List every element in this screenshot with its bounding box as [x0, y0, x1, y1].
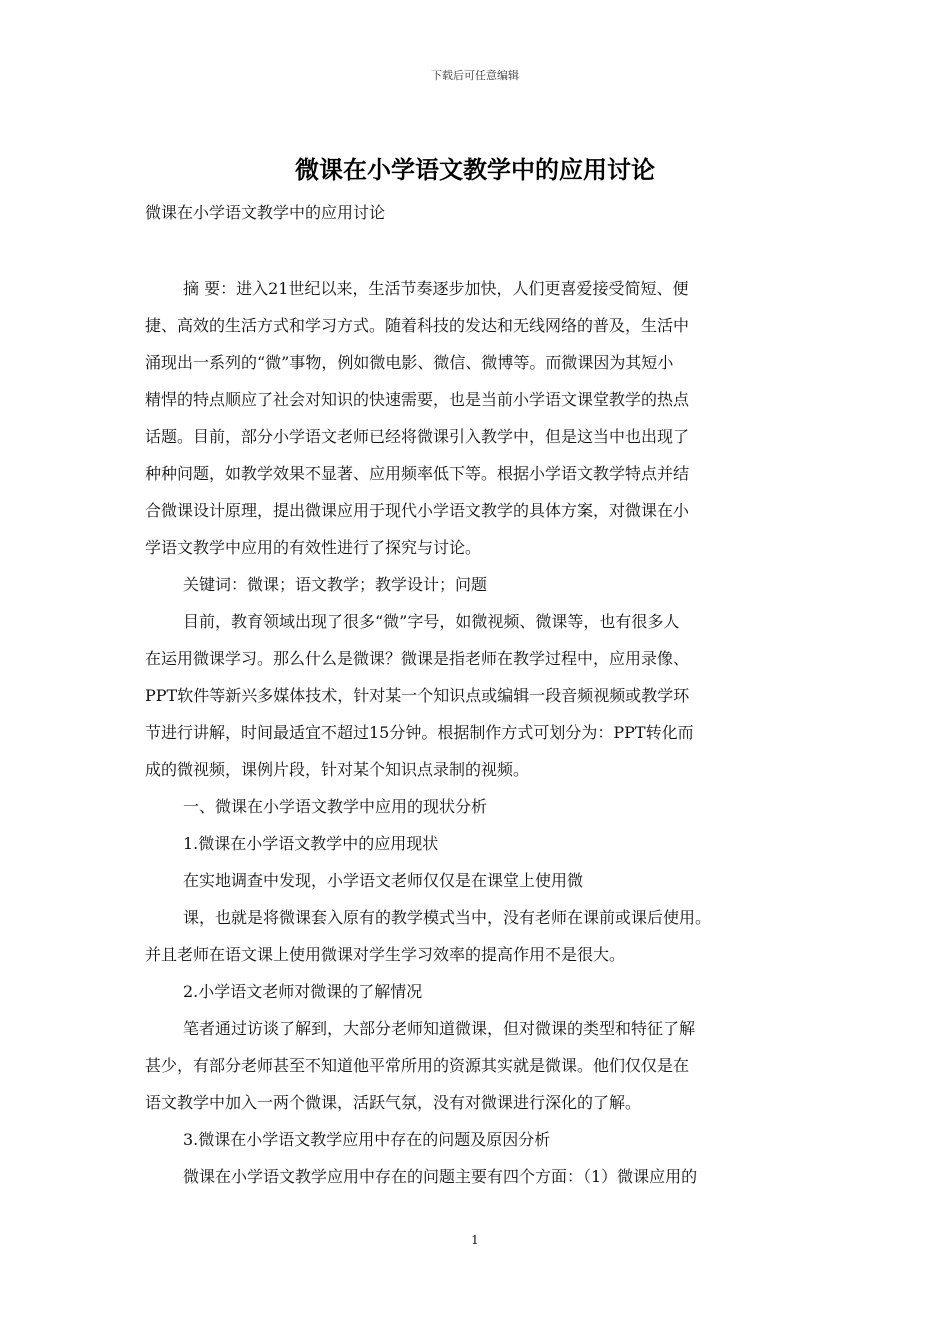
text-line: 捷、高效的生活方式和学习方式。随着科技的发达和无线网络的普及，生活中	[145, 316, 690, 335]
text-line: 节进行讲解，时间最适宜不超过15分钟。根据制作方式可划分为：PPT转化而	[145, 723, 694, 742]
text-line: 成的微视频，课例片段，针对某个知识点录制的视频。	[145, 760, 530, 779]
text-line: 1.微课在小学语文教学中的应用现状	[183, 834, 439, 853]
text-line: 合微课设计原理，提出微课应用于现代小学语文教学的具体方案，对微课在小	[145, 501, 690, 520]
text-line: 学语文教学中应用的有效性进行了探究与讨论。	[145, 538, 482, 557]
body-text	[145, 270, 807, 1195]
text-line: 摘 要：进入21世纪以来，生活节奏逐步加快，人们更喜爱接受简短、便	[183, 279, 689, 298]
text-line: 话题。目前，部分小学语文老师已经将微课引入教学中，但是这当中也出现了	[145, 427, 690, 446]
text-line: 种种问题，如教学效果不显著、应用频率低下等。根据小学语文教学特点并结	[145, 464, 690, 483]
text-line: 2.小学语文老师对微课的了解情况	[183, 982, 423, 1001]
text-line: 语文教学中加入一两个微课，活跃气氛，没有对微课进行深化的了解。	[145, 1093, 642, 1112]
header-note: 下载后可任意编辑	[431, 69, 519, 82]
text-line: 在实地调查中发现，小学语文老师仅仅是在课堂上使用微	[183, 871, 584, 890]
text-line: 笔者通过访谈了解到，大部分老师知道微课，但对微课的类型和特征了解	[183, 1019, 696, 1038]
text-line: 课，也就是将微课套入原有的教学模式当中，没有老师在课前或课后使用。	[183, 908, 712, 927]
text-line: 关键词：微课；语文教学；教学设计；问题	[183, 575, 488, 594]
text-line: PPT软件等新兴多媒体技术，针对某一个知识点或编辑一段音频视频或教学环	[145, 686, 690, 705]
text-line: 甚少，有部分老师甚至不知道他平常所用的资源其实就是微课。他们仅仅是在	[145, 1056, 690, 1075]
page-number: 1	[471, 1233, 479, 1247]
document-subtitle: 微课在小学语文教学中的应用讨论	[145, 203, 386, 222]
text-line: 3.微课在小学语文教学应用中存在的问题及原因分析	[183, 1130, 551, 1149]
text-line: 精悍的特点顺应了社会对知识的快速需要，也是当前小学语文课堂教学的热点	[145, 390, 690, 409]
document-body	[145, 270, 807, 1195]
text-line: 在运用微课学习。那么什么是微课？微课是指老师在教学过程中，应用录像、	[145, 649, 690, 668]
text-line: 一、微课在小学语文教学中应用的现状分析	[183, 797, 488, 816]
text-line: 微课在小学语文教学应用中存在的问题主要有四个方面：（1）微课应用的	[183, 1167, 698, 1186]
document-title: 微课在小学语文教学中的应用讨论	[295, 155, 655, 184]
text-line: 涌现出一系列的“微”事物，例如微电影、微信、微博等。而微课因为其短小	[145, 353, 674, 372]
text-line: 并且老师在语文课上使用微课对学生学习效率的提高作用不是很大。	[145, 945, 626, 964]
text-line: 目前，教育领域出现了很多“微”字号，如微视频、微课等，也有很多人	[183, 612, 680, 631]
